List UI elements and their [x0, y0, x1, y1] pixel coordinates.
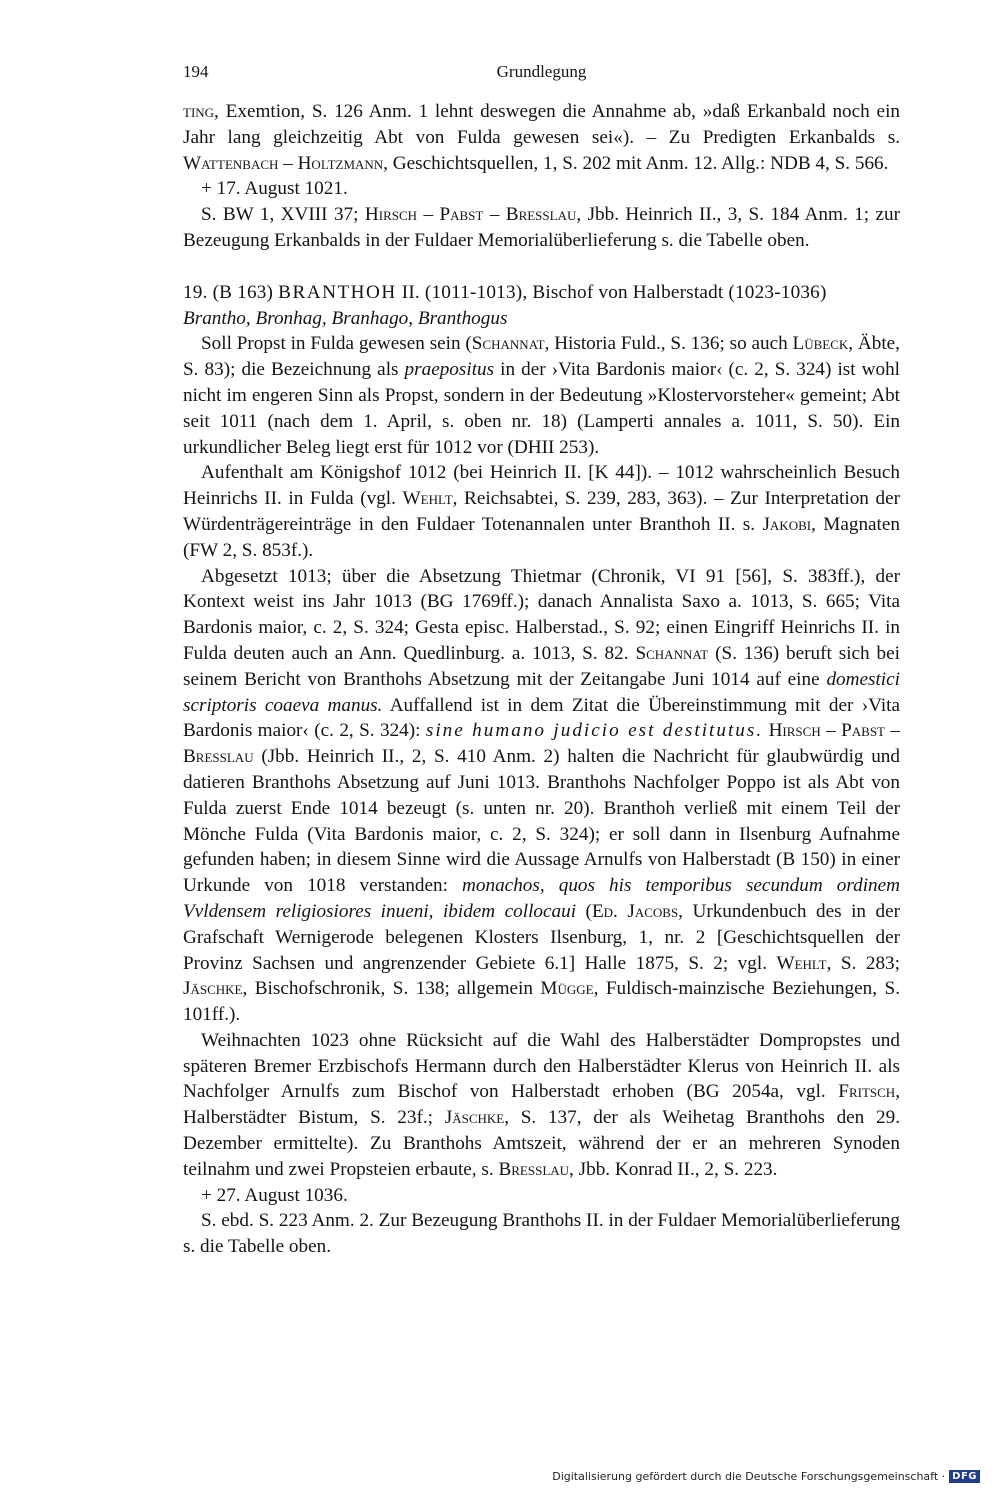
text-run: , Äbte, S. 83); die Bezeichnung als [183, 333, 900, 381]
death-date: + 27. August 1036. [201, 1184, 348, 1206]
running-title: Grundlegung [496, 62, 587, 81]
text-run: , Jbb. Konrad II., 2, S. 223. [569, 1158, 778, 1180]
entry-title: II. (1011-1013), Bischof von Halberstadt (1023-1036) [396, 281, 827, 303]
author-name: Wattenbach – Holtzmann [183, 152, 384, 174]
text-run: , Geschichtsquellen, 1, S. 202 mit Anm. 12. Allg.: NDB 4, S. 566. [383, 152, 889, 174]
author-name: Wehlt [402, 488, 453, 510]
dfg-logo: DFG [949, 1470, 980, 1483]
page-body [183, 99, 900, 1260]
paragraph-erkanbald-sources [183, 202, 900, 254]
entry-heading [183, 280, 900, 306]
text-run: , S. 283; [826, 952, 900, 974]
text-run: , Bischofschronik, S. 138; allgemein [242, 978, 541, 1000]
paragraph-propst [183, 331, 900, 460]
text-run: (S. 136) beruft sich bei seinem Bericht von Branthohs Absetzung mit der Zeitangabe Juni 1014 auf eine [183, 642, 900, 690]
latin-quote: sine humano judicio est destitutus. [425, 720, 764, 742]
page-number: 194 [183, 62, 209, 81]
paragraph-koenigshof [183, 460, 900, 563]
author-name: Wehlt [776, 952, 827, 974]
text-run: , Reichsabtei, S. 239, 283, 363). – Zur Interpretation der Würdenträgereinträge in den Fuldaer Totenannalen unter Branthoh II. s. [183, 488, 900, 535]
entry-name: BRANTHOH [278, 281, 397, 303]
author-name: Mügge [540, 978, 594, 1000]
death-date: + 17. August 1021. [201, 178, 348, 200]
author-name: Schannat [471, 333, 545, 355]
latin-term: praepositus [404, 359, 495, 381]
text-run: Abgesetzt 1013; über die Absetzung Thietmar (Chronik, VI 91 [56], S. 383ff.), der Kontext weist ins Jahr 1013 (BG 1769ff.); danach Annalista Saxo a. 1013, S. 665; Vita Bardonis maior, c. 2, S. 324; Gesta episc. Halberstad., S. 92; einen Eingriff Heinrichs II. in Fulda deuten auch an Ann. Quedlinburg. a. 1013, S. 82. [183, 565, 900, 664]
text-run: , Historia Fuld., S. 136; so auch [544, 333, 793, 355]
text-run: , Halberstädter Bistum, S. 23f.; [183, 1081, 900, 1129]
latin-quote: monachos, quos his temporibus secundum ordinem Vvldensem religiosiores inueni, ibidem collocaui [183, 875, 900, 922]
running-head [183, 62, 900, 86]
text-run: Aufenthalt am Königshof 1012 (bei Heinrich II. [K 44]). – 1012 wahrscheinlich Besuch Heinrichs II. in Fulda (vgl. [183, 462, 900, 510]
text-run: S. BW 1, XVIII 37; [201, 204, 365, 226]
text-run: in der ›Vita Bardonis maior‹ (c. 2, S. 324) ist wohl nicht im engeren Sinn als Propst, sondern in der Bedeutung »Klostervorsteher« gemeint; Abt seit 1011 (nach dem 1. April, s. oben nr. 18) (Lamperti annales a. 1011, S. 50). Ein urkundlicher Beleg liegt erst für 1012 vor (DHII 253). [183, 359, 900, 458]
author-name: Schannat [635, 642, 709, 664]
text-run: (Jbb. Heinrich II., 2, S. 410 Anm. 2) halten die Nachricht für glaubwürdig und datieren Branthohs Absetzung auf Juni 1013. Branthohs Nachfolger Poppo ist als Abt von Fulda zuerst Ende 1014 bezeugt (s. unten nr. 20). Branthoh verließ mit einem Teil der Mönche Fulda (Vita Bardonis maior, c. 2, S. 324); er soll dann in Ilsenburg Aufnahme gefunden haben; in diesem Sinne wird die Aussage Arnulfs von Halberstadt (B 150) in einer Urkunde von 1018 verstanden: [183, 746, 900, 897]
text-run: , Exemtion, S. 126 Anm. 1 lehnt deswegen die Annahme ab, »daß Erkanbald noch ein Jahr lang gleichzeitig Abt von Fulda gewesen sei«). – Zu Predigten Erkanbalds s. [183, 101, 900, 148]
text-run: , Magnaten (FW 2, S. 853f.). [183, 513, 900, 561]
author-name: Ed. Jacobs [591, 900, 679, 922]
paragraph-erkanbald-notes [183, 99, 900, 176]
paragraph-weihnachten [183, 1028, 900, 1183]
author-name: Hirsch – Pabst – Bresslau [364, 204, 577, 226]
author-name: Fritsch [838, 1081, 896, 1103]
author-name: Bresslau [498, 1158, 570, 1180]
paragraph-branthoh-sources: S. ebd. S. 223 Anm. 2. Zur Bezeugung Branthohs II. in der Fuldaer Memorialüberlieferung s. die Tabelle oben. [183, 1210, 900, 1258]
author-name: Jäschke [183, 978, 243, 1000]
text-run: , S. 137, der als Weihetag Branthohs den 29. Dezember ermittelte). Zu Branthohs Amtszeit, während der er an mehreren Synoden teilnahm und zwei Propsteien erbaute, s. [183, 1107, 900, 1180]
paragraph-absetzung [183, 564, 900, 1028]
text-run: , Urkundenbuch des in der Grafschaft Wernigerode belegenen Klosters Ilsenburg, 1, nr. 2 [Geschichtsquellen der Provinz Sachsen und angrenzender Gebiete 6.1] Halle 1875, S. 2; vgl. [183, 900, 900, 974]
author-name: Jäschke [444, 1107, 505, 1129]
section-gap [183, 254, 900, 280]
credit-text: Digitalisierung gefördert durch die Deutsche Forschungsgemeinschaft · [552, 1470, 946, 1483]
text-run: Soll Propst in Fulda gewesen sein ( [201, 333, 472, 355]
author-name: Lübeck [792, 333, 849, 355]
text-run: , Jbb. Heinrich II., 3, S. 184 Anm. 1; zur Bezeugung Erkanbalds in der Fuldaer Memorialüberlieferung s. die Tabelle oben. [183, 204, 900, 251]
text-run: Weihnachten 1023 ohne Rücksicht auf die Wahl des Halberstädter Dompropstes und späteren Bremer Erzbischofs Hermann durch den Halberstädter Klerus von Heinrich II. als Nachfolger Arnulfs zum Bischof von Halberstadt erhoben (BG 2054a, vgl. [183, 1029, 900, 1103]
author-name: Jakobi [762, 513, 812, 535]
text-run: ( [576, 900, 592, 922]
author-name: Hirsch – Pabst – Bresslau [183, 720, 900, 768]
entry-number: 19. (B 163) [183, 281, 279, 303]
latin-quote: domestici scriptoris coaeva manus. [183, 668, 900, 716]
digitization-credit [552, 1470, 980, 1483]
author-name: ting [183, 101, 215, 122]
text-run: Auffallend ist in dem Zitat die Übereinstimmung mit der ›Vita Bardonis maior‹ (c. 2, S. 324): [183, 694, 900, 742]
text-run: , Fuldisch-mainzische Beziehungen, S. 101ff.). [183, 978, 900, 1026]
name-variants: Brantho, Bronhag, Branhago, Branthogus [183, 307, 508, 329]
